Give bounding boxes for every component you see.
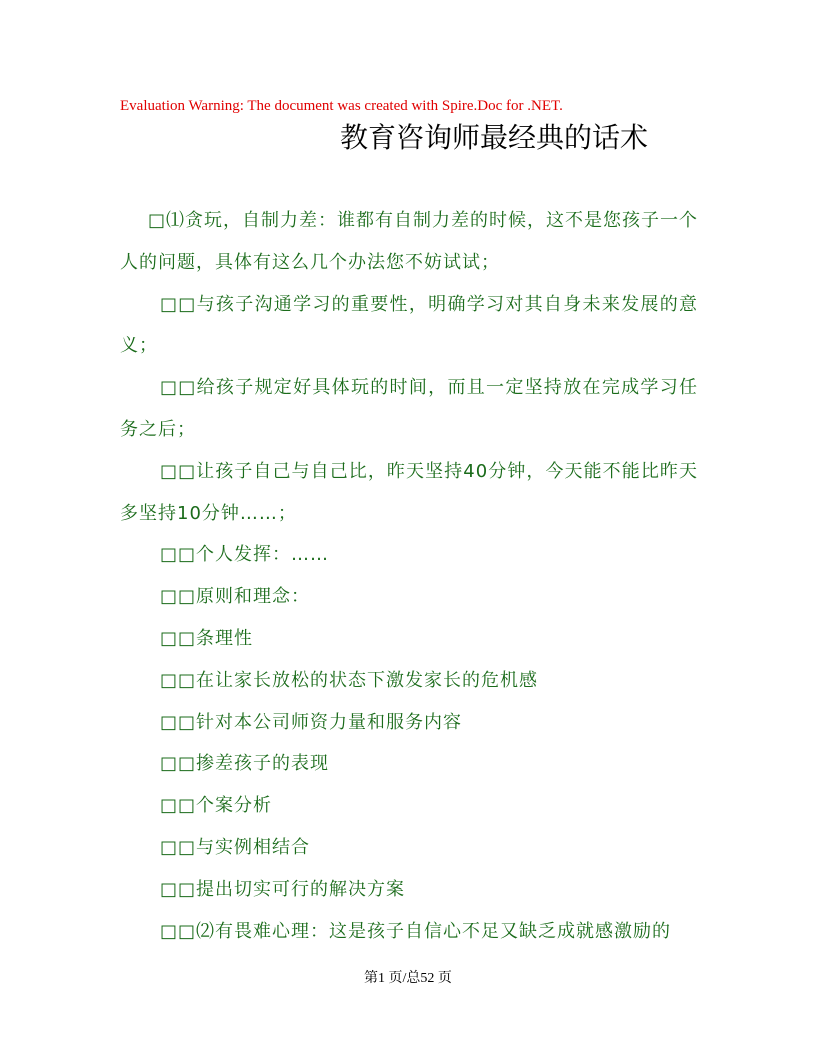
document-title: 教育咨询师最经典的话术	[340, 121, 649, 154]
paragraph: □□⑵有畏难心理：这是孩子自信心不足又缺乏成就感激励的	[160, 920, 672, 942]
paragraph: □□让孩子自己与自己比，昨天坚持40分钟，今天能不能比昨天多坚持10分钟……；	[120, 460, 698, 524]
document-body	[120, 200, 698, 952]
paragraph: □□原则和理念：	[160, 586, 311, 608]
paragraph: □□掺差孩子的表现	[160, 753, 330, 775]
page-footer: 第1 页/总52 页	[364, 971, 452, 986]
paragraph: □□在让家长放松的状态下激发家长的危机感	[160, 669, 539, 691]
paragraph: □□与孩子沟通学习的重要性，明确学习对其自身未来发展的意义；	[120, 293, 698, 357]
paragraph: □□条理性	[160, 627, 254, 649]
evaluation-warning: Evaluation Warning: The document was created with Spire.Doc for .NET.	[120, 98, 563, 114]
paragraph: □□与实例相结合	[160, 836, 311, 858]
paragraph: □□提出切实可行的解决方案	[160, 878, 406, 900]
paragraph: □□个案分析	[160, 795, 273, 817]
paragraph: □⑴贪玩，自制力差：谁都有自制力差的时候，这不是您孩子一个人的问题，具体有这么几个办法您不妨试试；	[120, 210, 699, 273]
paragraph: □□个人发挥：……	[160, 544, 330, 566]
paragraph: □□针对本公司师资力量和服务内容	[160, 711, 463, 733]
paragraph: □□给孩子规定好具体玩的时间，而且一定坚持放在完成学习任务之后；	[120, 377, 698, 440]
